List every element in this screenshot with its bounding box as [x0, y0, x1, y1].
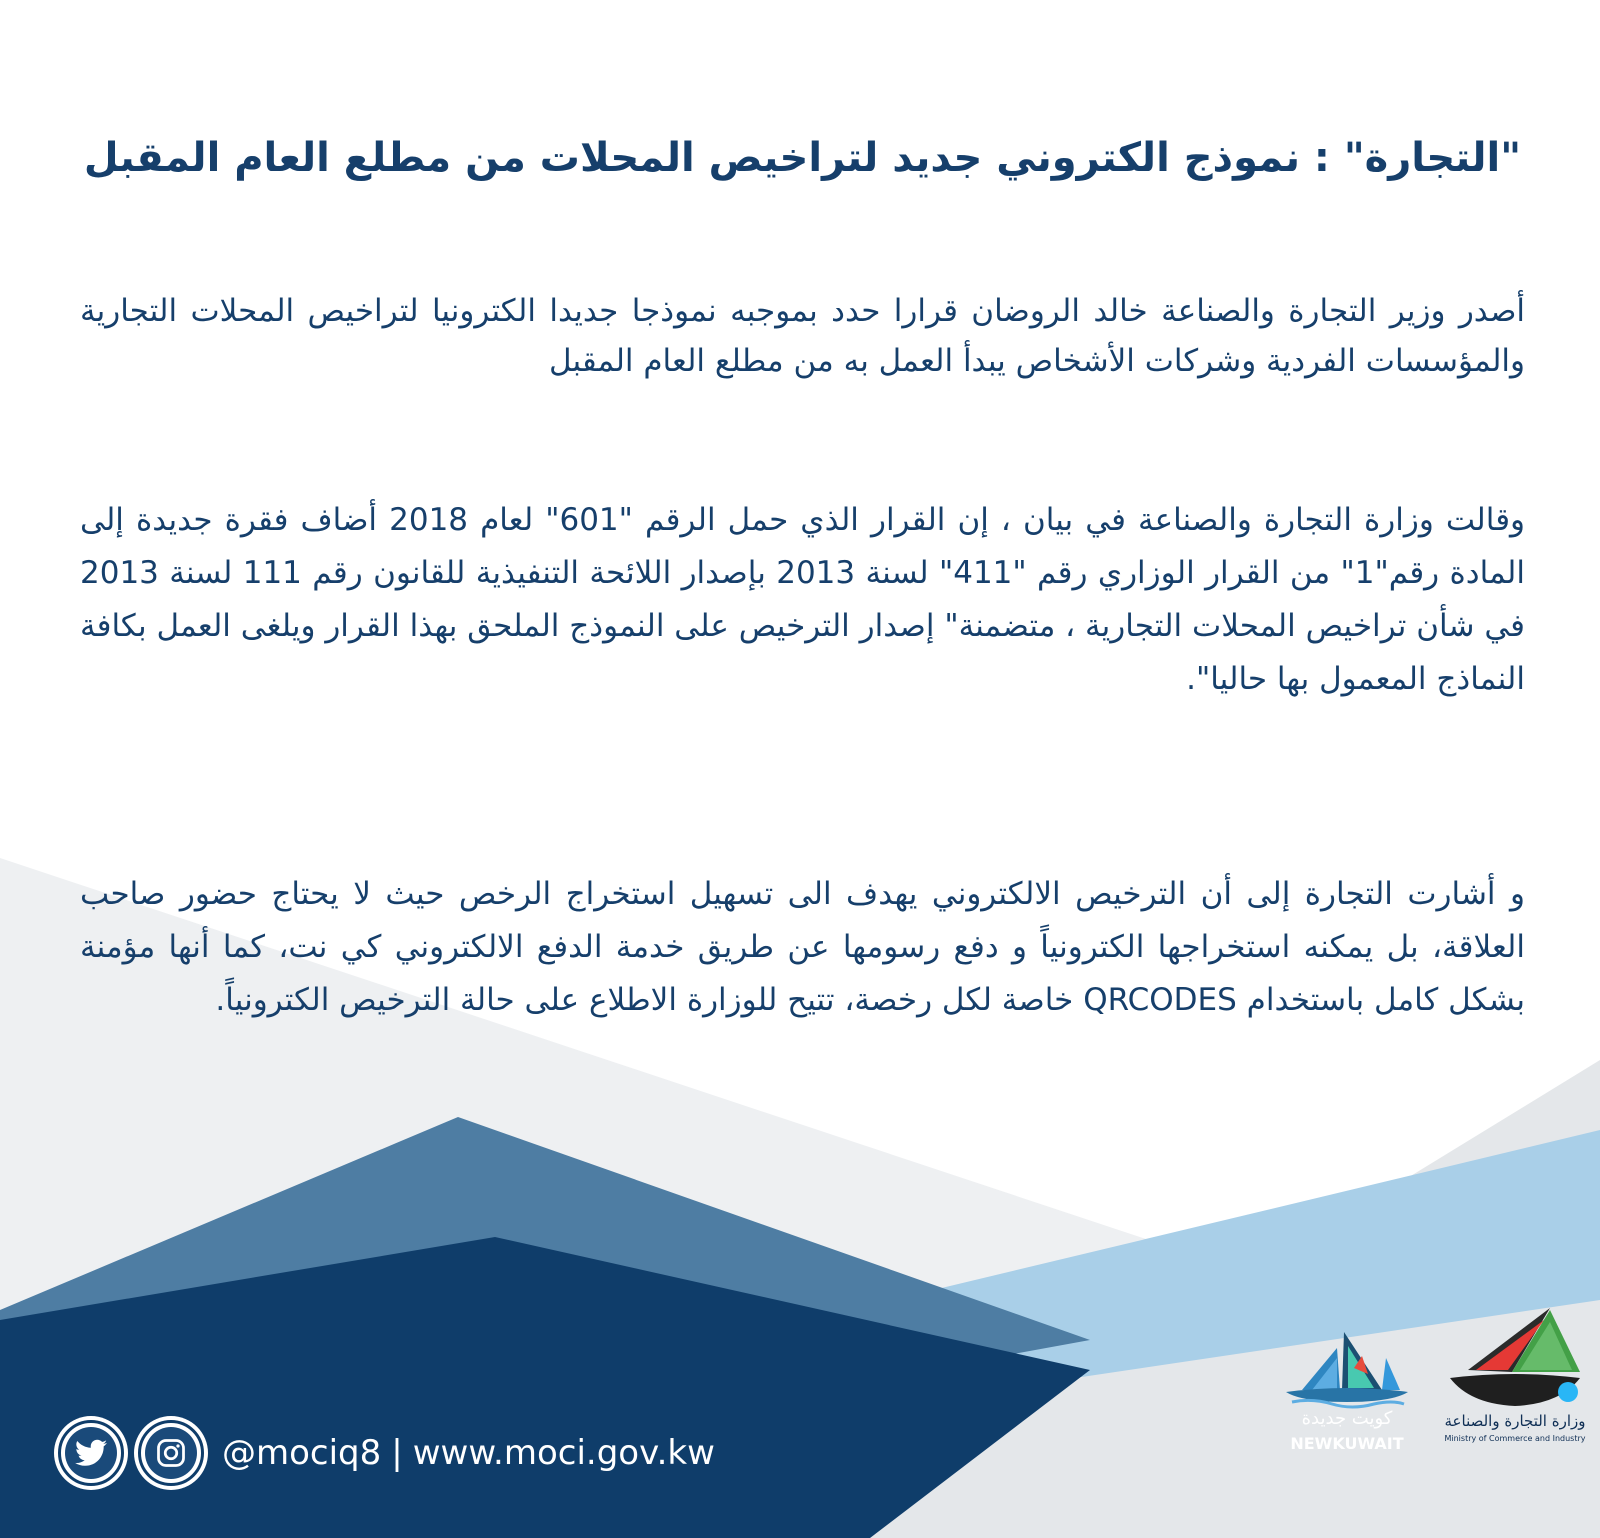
footer-contact [222, 1428, 715, 1478]
twitter-link[interactable] [58, 1420, 124, 1486]
social-handle[interactable]: @mociq8 [222, 1433, 382, 1473]
paragraph-2: وقالت وزارة التجارة والصناعة في بيان ، إن القرار الذي حمل الرقم "601" لعام 2018 أضاف فقرة جديدة إلى المادة رقم"1" من القرار الوزاري رقم "411" لسنة 2013 بإصدار اللائحة التنفيذية للقانون رقم 111 لسنة 2013 في شأن تراخيص المحلات التجارية ، متضمنة" إصدار الترخيص على النموذج الملحق بهذا القرار ويلغى العمل بكافة النماذج المعمول بها حاليا". [80, 502, 1525, 697]
instagram-link[interactable] [138, 1420, 204, 1486]
footer-separator: | [391, 1433, 403, 1473]
website-link[interactable]: www.moci.gov.kw [412, 1433, 715, 1473]
paragraph-3: و أشارت التجارة إلى أن الترخيص الالكتروني يهدف الى تسهيل استخراج الرخص حيث لا يحتاج حضور صاحب العلاقة، بل يمكنه استخراجها الكترونياً و دفع رسومها عن طريق خدمة الدفع الالكتروني كي نت، كما أنها مؤمنة بشكل كامل باستخدام QRCODES خاصة لكل رخصة، تتيح للوزارة الاطلاع على حالة الترخيص الكترونياً. [80, 876, 1525, 1018]
newkuwait-english: NEWKUWAIT [1290, 1434, 1404, 1453]
instagram-icon [145, 1427, 197, 1479]
newkuwait-arabic: كويت جديدة [1301, 1408, 1393, 1429]
twitter-icon [65, 1427, 117, 1479]
moci-english: Ministry of Commerce and Industry [1444, 1434, 1586, 1443]
moci-arabic: وزارة التجارة والصناعة [1444, 1412, 1586, 1430]
headline: "التجارة" : نموذج الكتروني جديد لتراخيص المحلات من مطلع العام المقبل [83, 135, 1522, 181]
paragraph-1: أصدر وزير التجارة والصناعة خالد الروضان قرارا حدد بموجبه نموذجا جديدا الكترونيا لتراخيص المحلات التجارية والمؤسسات الفردية وشركات الأشخاص يبدأ العمل به من مطلع العام المقبل [80, 293, 1525, 379]
